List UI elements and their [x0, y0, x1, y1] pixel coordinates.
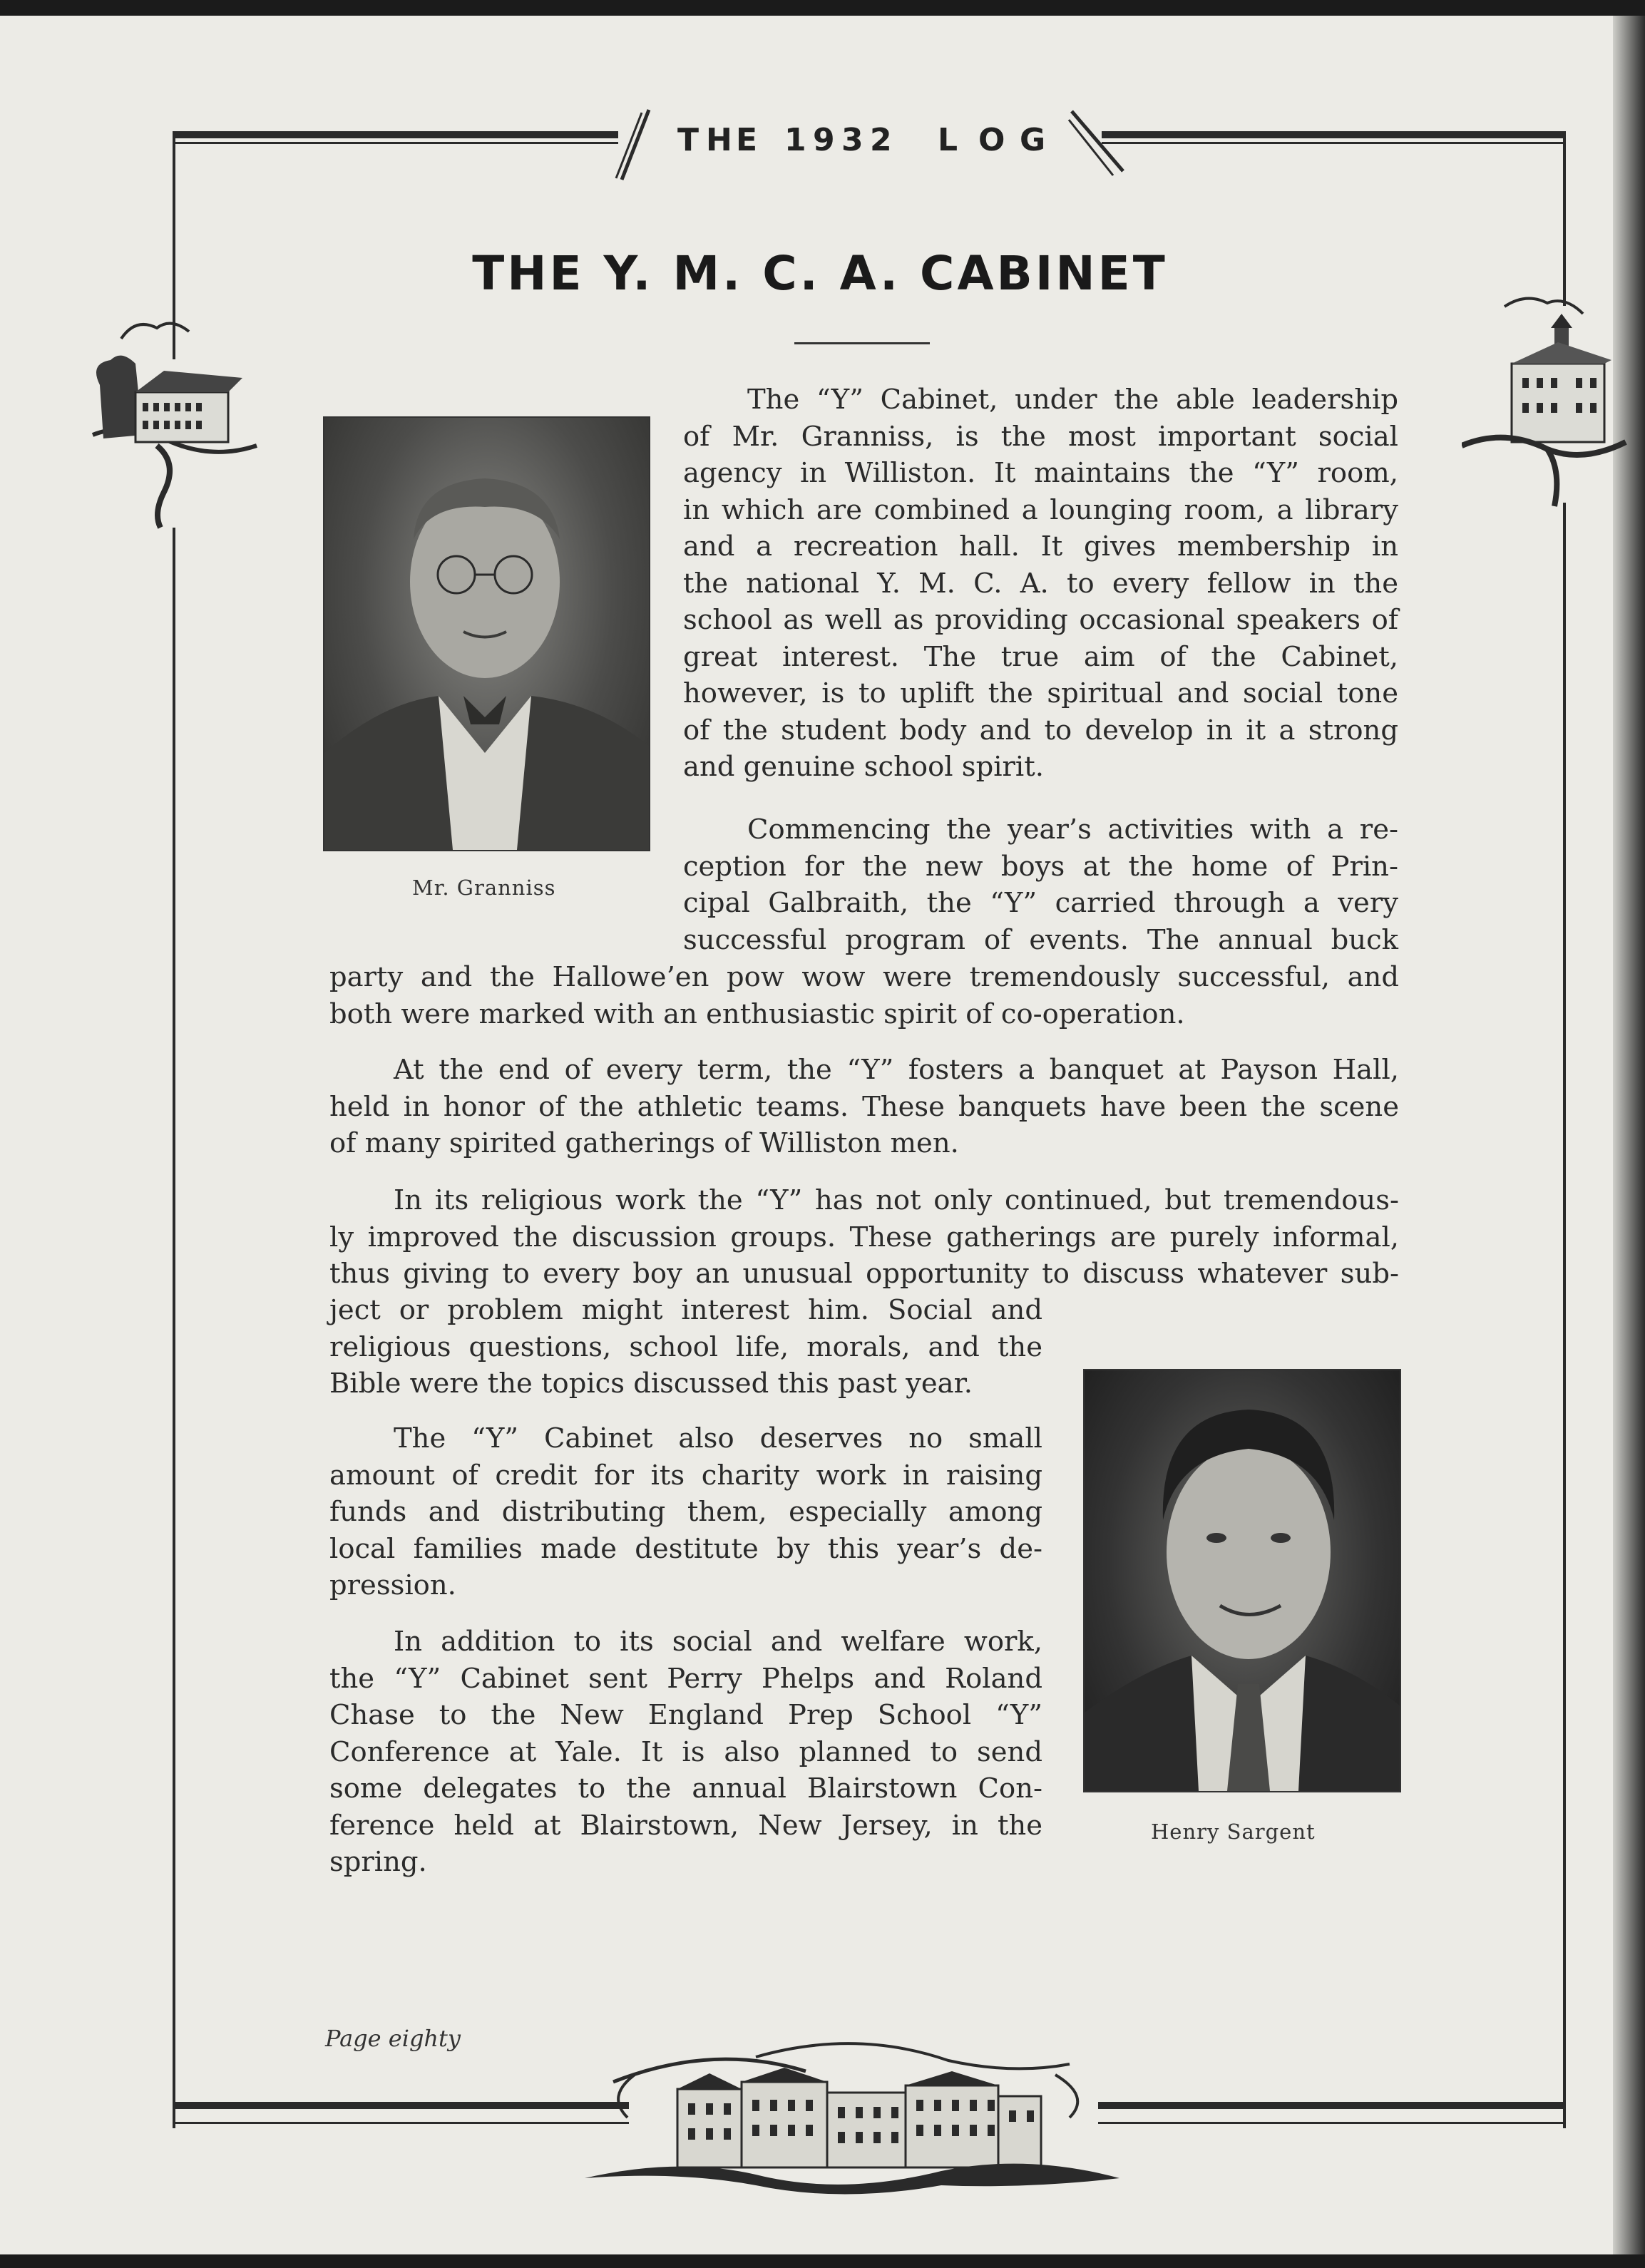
caption-granniss: Mr. Granniss: [412, 876, 556, 900]
running-header: [649, 118, 1077, 168]
frame-top-left-thin: [173, 142, 618, 144]
frame-right-upper: [1563, 131, 1566, 306]
text-line: however, is to uplift the spiritual and social tone: [683, 677, 1398, 709]
text-line: amount of credit for its charity work in raising: [329, 1459, 1042, 1492]
frame-top-right-thin: [1102, 142, 1565, 144]
text-line: Chase to the New England Prep School “Y”: [329, 1699, 1042, 1731]
header-letter: L: [938, 122, 970, 158]
building-vignette-right-icon: [1462, 285, 1633, 520]
caption-sargent: Henry Sargent: [1151, 1820, 1316, 1844]
text-line: Commencing the year’s activities with a re-: [747, 814, 1398, 846]
paragraph-2-continued: [329, 959, 1399, 1032]
header-letter: E: [736, 122, 769, 158]
title-underline: [794, 342, 930, 344]
header-letter: 9: [813, 122, 846, 158]
text-line: successful program of events. The annual buck: [683, 923, 1398, 956]
text-line: and genuine school spirit.: [683, 751, 1044, 783]
header-letter: 3: [841, 122, 875, 158]
campus-vignette-bottom-icon: [570, 2032, 1127, 2203]
page-number-label: Page eighty: [325, 2025, 461, 2052]
text-line: funds and distributing them, especially among: [329, 1496, 1042, 1528]
text-line: Conference at Yale. It is also planned to send: [329, 1735, 1042, 1768]
header-letter: 2: [870, 122, 903, 158]
portrait-sargent-image: [1085, 1370, 1400, 1791]
text-line: ception for the new boys at the home of Prin-: [683, 850, 1398, 883]
text-line: At the end of every term, the “Y” fosters a banquet at Payson Hall,: [394, 1054, 1399, 1086]
header-letter: T: [677, 122, 711, 158]
text-line: In addition to its social and welfare work,: [394, 1626, 1042, 1658]
paragraph-2: [683, 811, 1398, 958]
text-line: thus giving to every boy an unusual opportunity to discuss whatever sub-: [329, 1258, 1399, 1290]
text-line: pression.: [329, 1569, 456, 1601]
text-line: great interest. The true aim of the Cabinet,: [683, 640, 1398, 673]
frame-left-lower: [173, 528, 175, 2128]
header-letter: G: [1020, 122, 1057, 158]
text-line: party and the Hallowe’en pow wow were tremendously successful, and: [329, 961, 1399, 993]
text-line: cipal Galbraith, the “Y” carried through a very: [683, 887, 1398, 919]
building-vignette-left-icon: [71, 299, 271, 535]
text-line: both were marked with an enthusiastic spirit of co-operation.: [329, 997, 1185, 1030]
header-letter: 1: [784, 122, 818, 158]
text-line: school as well as providing occasional speakers of: [683, 604, 1398, 636]
text-line: of the student body and to develop in it a strong: [683, 714, 1398, 746]
text-line: Bible were the topics discussed this past year.: [329, 1368, 973, 1400]
text-line: spring.: [329, 1846, 427, 1878]
portrait-granniss: [323, 416, 650, 851]
text-line: of Mr. Granniss, is the most important social: [683, 420, 1398, 453]
frame-top-left-rule: [173, 131, 618, 138]
frame-top-right-rule: [1102, 131, 1565, 138]
text-line: ject or problem might interest him. Social and: [329, 1294, 1042, 1326]
header-letter: O: [978, 122, 1017, 158]
paragraph-4-continued: [329, 1292, 1042, 1402]
frame-bottom-right-rule: [1098, 2102, 1566, 2109]
text-line: held in honor of the athletic teams. These banquets have been the scene: [329, 1090, 1399, 1123]
portrait-sargent: [1083, 1369, 1401, 1792]
paragraph-4: [329, 1182, 1399, 1293]
text-line: ly improved the discussion groups. These gatherings are purely informal,: [329, 1221, 1399, 1253]
frame-bottom-right-thin: [1098, 2122, 1566, 2124]
paragraph-1: [683, 381, 1398, 786]
text-line: some delegates to the annual Blairstown Con-: [329, 1772, 1042, 1805]
text-line: and a recreation hall. It gives membership in: [683, 530, 1398, 563]
text-line: local families made destitute by this year’s de-: [329, 1532, 1042, 1565]
portrait-granniss-image: [324, 418, 649, 850]
text-line: of many spirited gatherings of Williston men.: [329, 1127, 959, 1159]
paragraph-5: [329, 1420, 1042, 1604]
text-line: In its religious work the “Y” has not only continued, but tremendous-: [394, 1184, 1399, 1216]
frame-bottom-left-thin: [173, 2122, 629, 2124]
paragraph-6: [329, 1623, 1042, 1881]
text-line: the “Y” Cabinet sent Perry Phelps and Roland: [329, 1662, 1042, 1695]
text-line: The “Y” Cabinet also deserves no small: [394, 1422, 1042, 1454]
frame-bottom-left-rule: [173, 2102, 629, 2109]
header-letter: H: [706, 122, 744, 158]
paragraph-3: [329, 1052, 1399, 1162]
text-line: religious questions, school life, morals, and the: [329, 1330, 1042, 1363]
text-line: in which are combined a lounging room, a library: [683, 493, 1398, 526]
page-title: THE Y. M. C. A. CABINET: [472, 246, 1168, 301]
text-line: The “Y” Cabinet, under the able leadership: [747, 384, 1398, 416]
text-line: agency in Williston. It maintains the “Y” room,: [683, 457, 1398, 489]
frame-right-lower: [1563, 503, 1566, 2128]
text-line: ference held at Blairstown, New Jersey, in the: [329, 1809, 1042, 1842]
text-line: the national Y. M. C. A. to every fellow in the: [683, 567, 1398, 600]
